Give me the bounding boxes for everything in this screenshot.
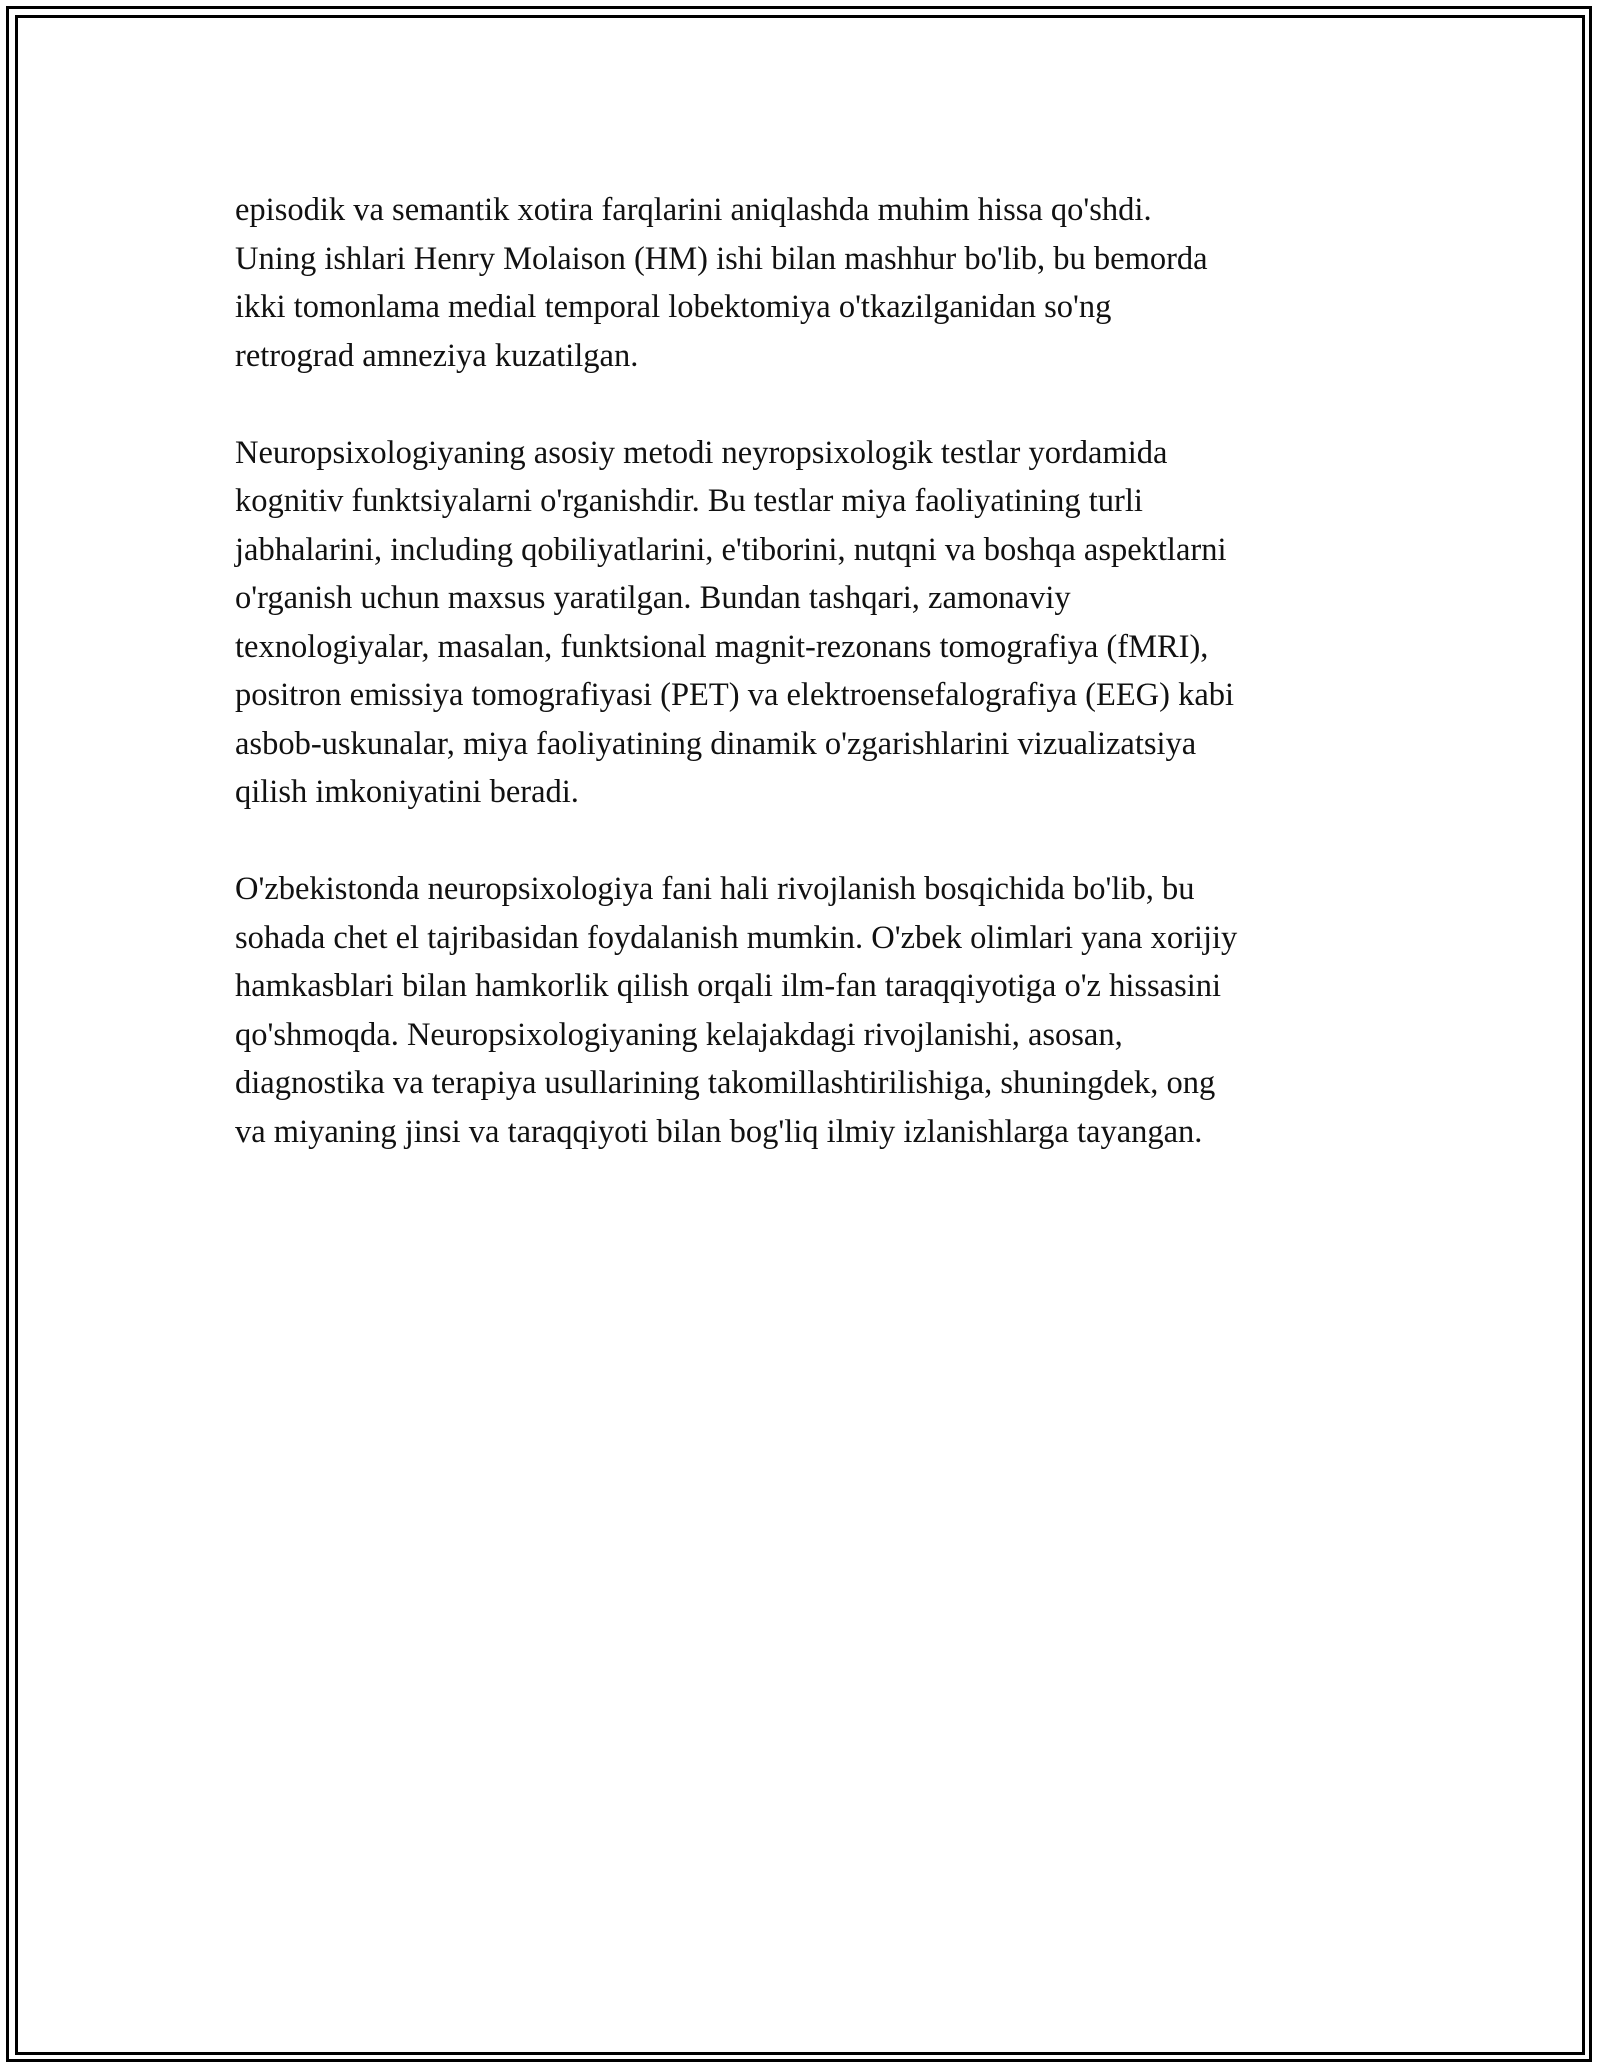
- document-body: [235, 186, 1375, 1156]
- paragraph-uzbekistan-development: O'zbekistonda neuropsixologiya fani hali rivojlanish bosqichida bo'lib, bu sohada chet el tajribasidan foydalanish mumkin. O'zbek olimlari yana xorijiy hamkasblari bilan hamkorlik qilish orqali ilm-fan taraqqiyotiga o'z hissasini qo'shmoqda. Neuropsixologiyaning kelajakdagi rivojlanishi, asosan, diagnostika va terapiya usullarining takomillashtirilishiga, shuningdek, ong va miyaning jinsi va taraqqiyoti bilan bog'liq ilmiy izlanishlarga tayangan.: [235, 871, 1238, 1150]
- paragraph-memory-research: episodik va semantik xotira farqlarini aniqlashda muhim hissa qo'shdi. Uning ishlari Henry Molaison (HM) ishi bilan mashhur bo'lib, bu bemorda ikki tomonlama medial temporal lobektomiya o'tkazilganidan so'ng retrograd amneziya kuzatilgan.: [235, 192, 1208, 374]
- paragraph-research-methods: Neuropsixologiyaning asosiy metodi neyropsixologik testlar yordamida kognitiv funktsiyalarni o'rganishdir. Bu testlar miya faoliyatining turli jabhalarini, including qobiliyatlarini, e'tiborini, nutqni va boshqa aspektlarni o'rganish uchun maxsus yaratilgan. Bundan tashqari, zamonaviy texnologiyalar, masalan, funktsional magnit-rezonans tomografiya (fMRI), positron emissiya tomografiyasi (PET) va elektroensefalografiya (EEG) kabi asbob-uskunalar, miya faoliyatining dinamik o'zgarishlarini vizualizatsiya qilish imkoniyatini beradi.: [235, 434, 1235, 810]
